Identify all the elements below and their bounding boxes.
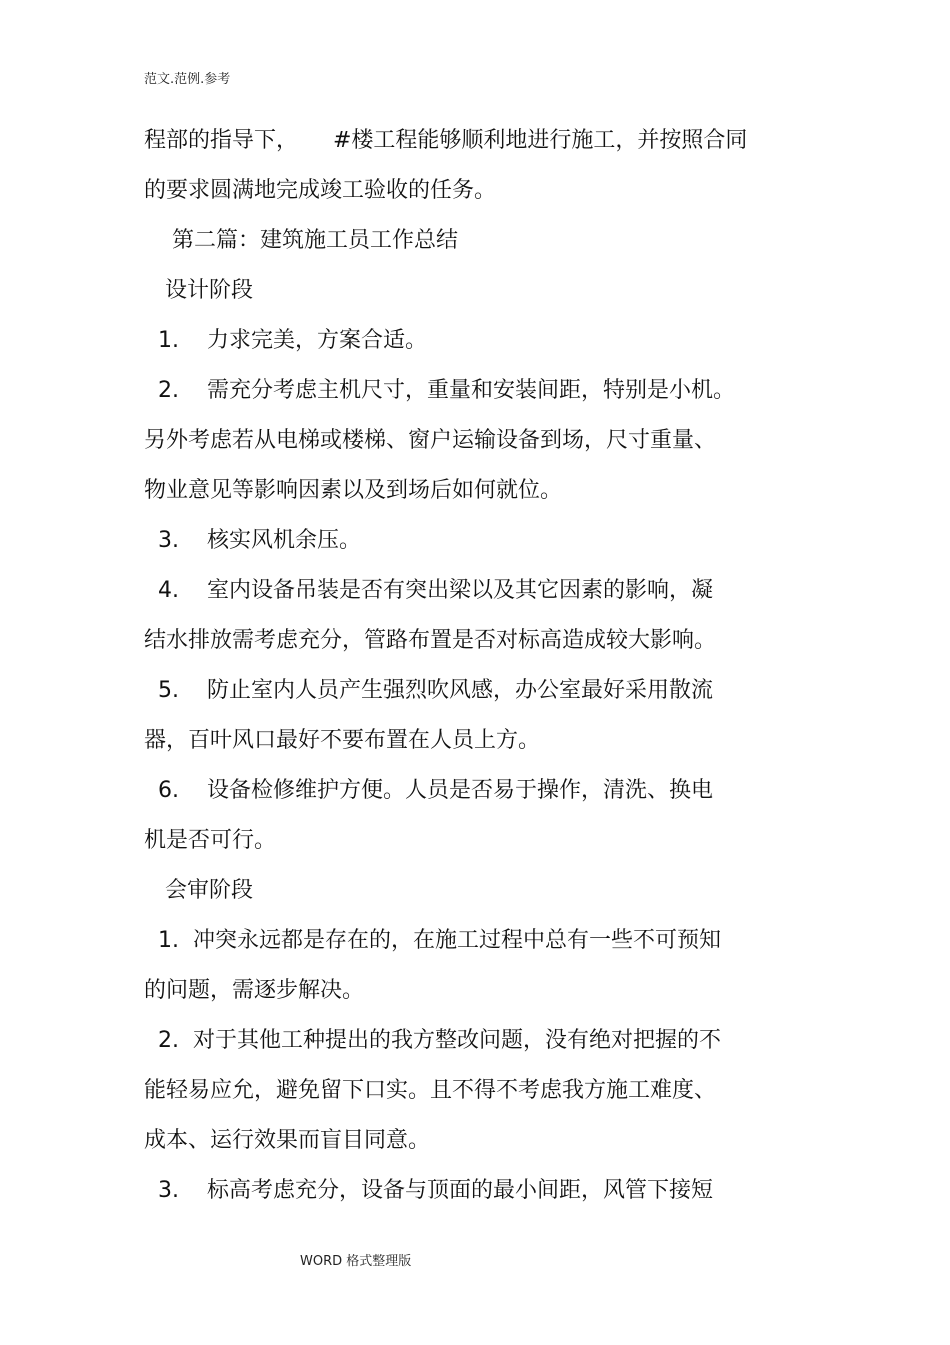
- text-line: 物业意见等影响因素以及到场后如何就位。: [144, 478, 563, 503]
- text-line: 器，百叶风口最好不要布置在人员上方。: [144, 728, 541, 753]
- page-header: 范文.范例.参考: [144, 72, 231, 87]
- list-item: 2. 对于其他工种提出的我方整改问题，没有绝对把握的不: [144, 1028, 721, 1053]
- subsection-heading: 会审阶段: [144, 878, 253, 903]
- text-line: 能轻易应允，避免留下口实。且不得不考虑我方施工难度、: [144, 1078, 717, 1103]
- list-item: 5. 防止室内人员产生强烈吹风感，办公室最好采用散流: [144, 678, 713, 703]
- text-line: 结水排放需考虑充分，管路布置是否对标高造成较大影响。: [144, 628, 717, 653]
- page-footer: WORD 格式整理版: [300, 1254, 412, 1269]
- list-item: 1. 冲突永远都是存在的，在施工过程中总有一些不可预知: [144, 928, 721, 953]
- list-item: 6. 设备检修维护方便。人员是否易于操作，清洗、换电: [144, 778, 713, 803]
- list-item: 3. 标高考虑充分，设备与顶面的最小间距，风管下接短: [144, 1178, 713, 1203]
- subsection-heading: 设计阶段: [144, 278, 253, 303]
- list-item: 1. 力求完美，方案合适。: [144, 328, 427, 353]
- text-line: 的问题，需逐步解决。: [144, 978, 365, 1003]
- section-heading: 第二篇：建筑施工员工作总结: [144, 228, 458, 253]
- text-line: 程部的指导下， #楼工程能够顺利地进行施工，并按照合同: [144, 128, 748, 153]
- text-line: 成本、运行效果而盲目同意。: [144, 1128, 431, 1153]
- text-line: 另外考虑若从电梯或楼梯、窗户运输设备到场，尺寸重量、: [144, 428, 717, 453]
- list-item: 2. 需充分考虑主机尺寸，重量和安装间距，特别是小机。: [144, 378, 735, 403]
- list-item: 4. 室内设备吊装是否有突出梁以及其它因素的影响，凝: [144, 578, 713, 603]
- text-line: 的要求圆满地完成竣工验收的任务。: [144, 178, 497, 203]
- list-item: 3. 核实风机余压。: [144, 528, 361, 553]
- text-line: 机是否可行。: [144, 828, 277, 853]
